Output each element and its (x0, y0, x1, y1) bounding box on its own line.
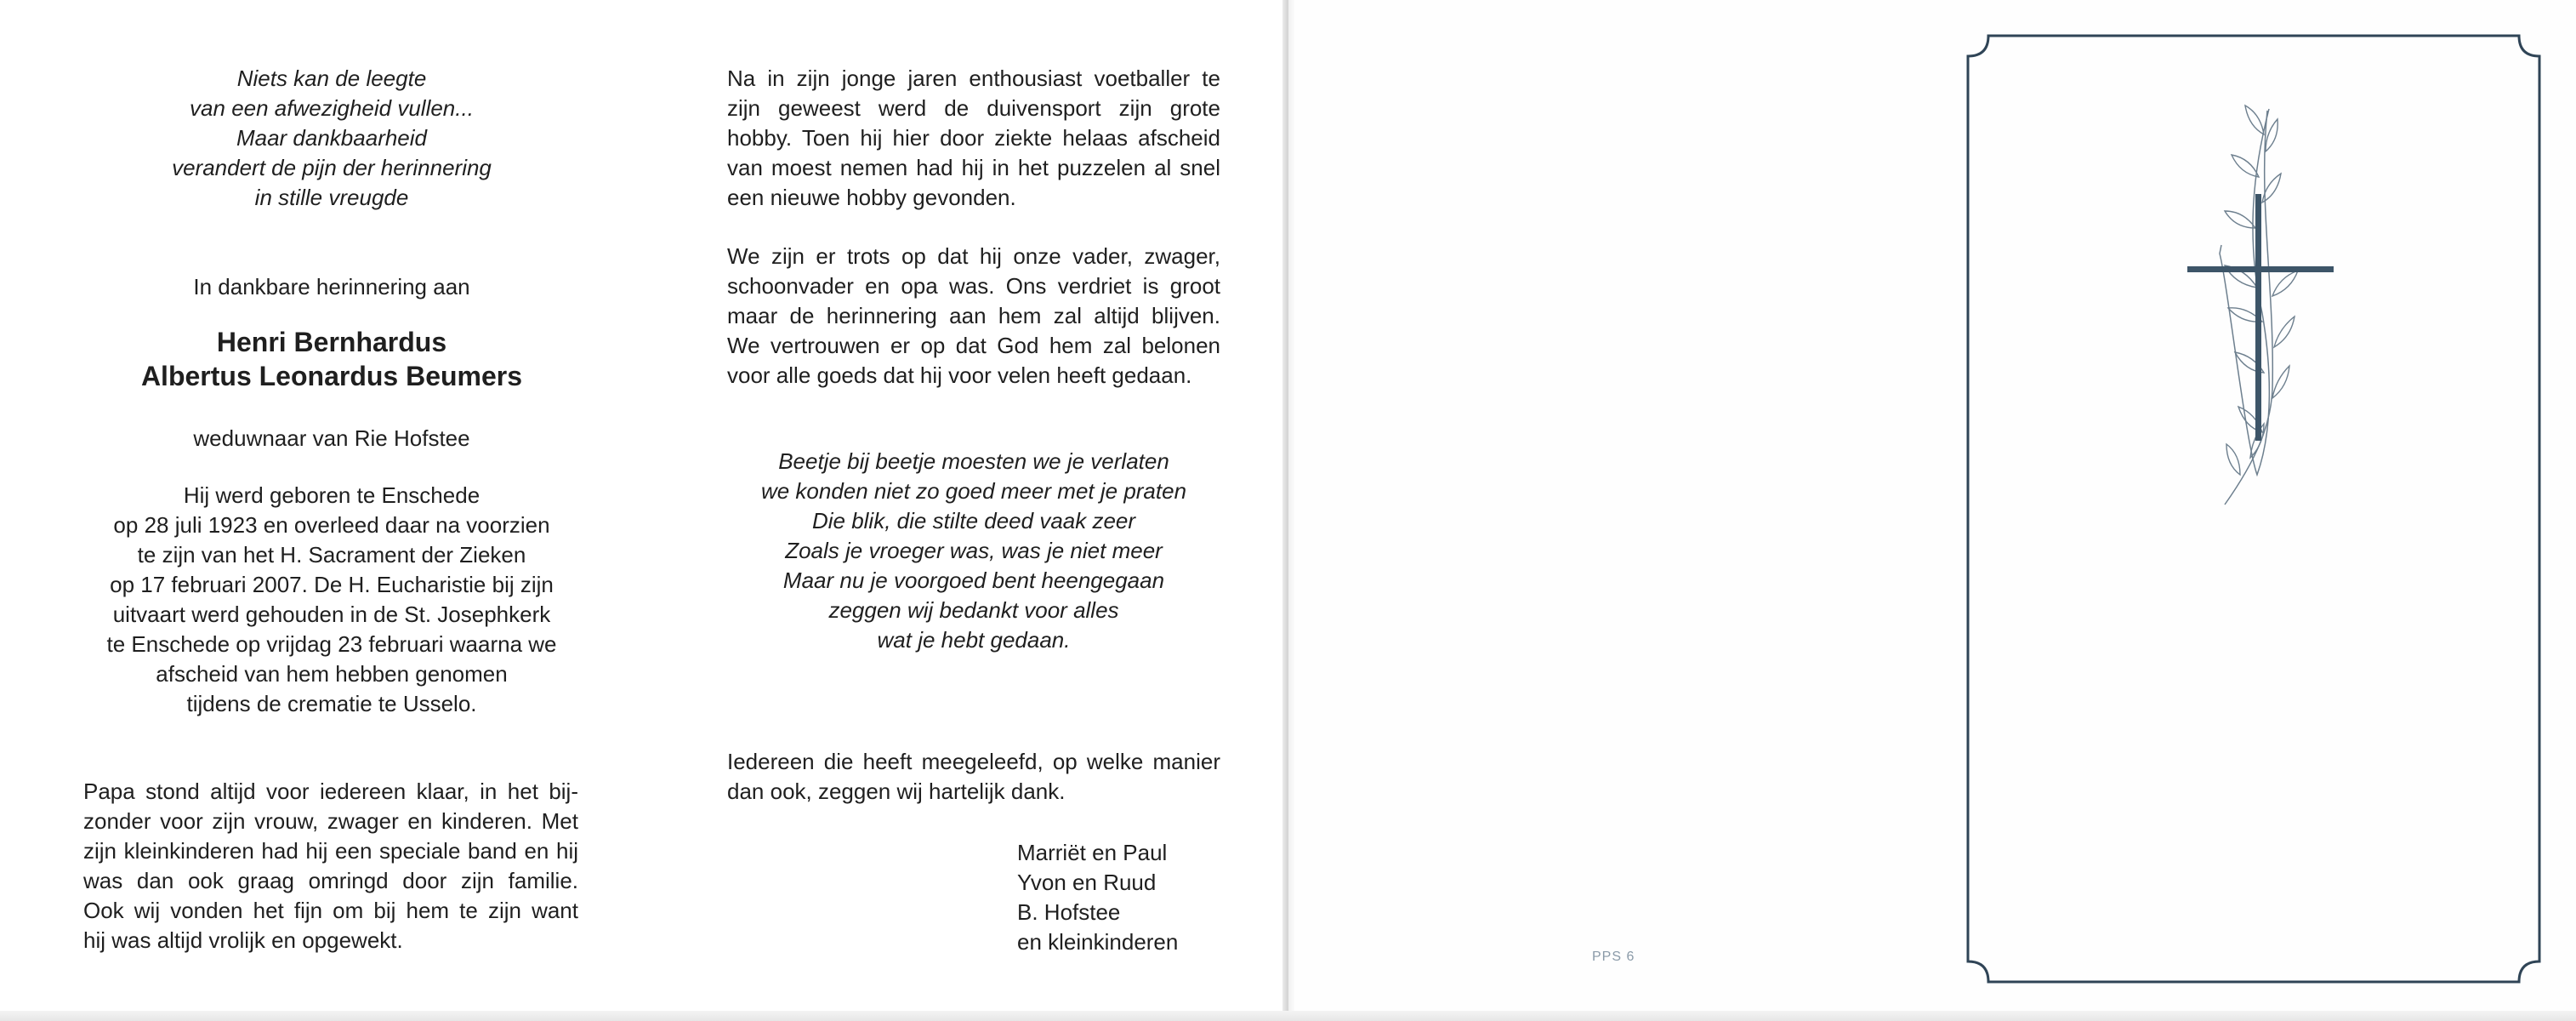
intro-text: In dankbare herinnering aan (193, 274, 470, 299)
paragraph-line: een nieuwe hobby gevonden. (727, 185, 1016, 210)
bio-line: uitvaart werd gehouden in de St. Josephkerk (112, 602, 551, 627)
signer-name: en kleinkinderen (1017, 929, 1179, 955)
bio-line: op 28 juli 1923 en overleed daar na voorzien (113, 512, 550, 538)
cross-with-olive-branch-icon (2187, 106, 2334, 505)
name-line-2: Albertus Leonardus Beumers (140, 361, 523, 391)
paragraph-line: Ook wij vonden het fijn om bij hem te zijn want (83, 898, 578, 923)
paragraph-line: Na in zijn jonge jaren enthousiast voetballer te (727, 66, 1220, 91)
poem-line: in stille vreugde (254, 185, 409, 210)
cover-frame (1965, 32, 2543, 985)
bio-line: te Enschede op vrijdag 23 februari waarna we (106, 631, 557, 657)
paragraph-line: Papa stond altijd voor iedereen klaar, in het bij- (83, 779, 578, 804)
poem-line: Maar dankbaarheid (236, 125, 428, 151)
opening-poem (119, 64, 544, 213)
poem-line: Beetje bij beetje moesten we je verlaten (778, 448, 1169, 474)
poem-line: zeggen wij bedankt voor alles (828, 597, 1119, 623)
bio-line: op 17 februari 2007. De H. Eucharistie bij zijn (110, 572, 554, 597)
closing-poem (727, 447, 1220, 655)
signer-name: Yvon en Ruud (1017, 870, 1157, 895)
widower-text: weduwnaar van Rie Hofstee (193, 425, 470, 451)
poem-line: wat je hebt gedaan. (877, 627, 1071, 653)
paragraph-line: Iedereen die heeft meegeleefd, op welke manier (727, 749, 1220, 774)
signer-name: B. Hofstee (1017, 899, 1121, 925)
football-paragraph (727, 64, 1220, 213)
paragraph-line: voor alle goeds dat hij voor velen heeft gedaan. (727, 362, 1192, 388)
paragraph-line: was dan ook graag omringd door zijn familie. (83, 868, 578, 893)
paragraph-line: We vertrouwen er op dat God hem zal belonen (727, 333, 1220, 358)
poem-line: we konden niet zo goed meer met je praten (760, 478, 1187, 504)
bio-line: afscheid van hem hebben genomen (156, 661, 508, 687)
signer-name: Marriët en Paul (1017, 840, 1168, 865)
paragraph-line: We zijn er trots op dat hij onze vader, zwager, (727, 243, 1220, 269)
name-line-1: Henri Bernhardus (216, 327, 447, 357)
proud-paragraph (727, 242, 1220, 391)
poem-line: van een afwezigheid vullen... (190, 95, 474, 121)
poem-line: Maar nu je voorgoed bent heengegaan (782, 568, 1165, 593)
paragraph-line: zijn kleinkinderen had hij een speciale band en hij (83, 838, 578, 864)
bio-line: Hij werd geboren te Enschede (183, 482, 481, 508)
poem-line: Niets kan de leegte (236, 66, 427, 91)
papa-paragraph (83, 777, 578, 955)
paragraph-line: zijn geweest werd de duivensport zijn grote (727, 95, 1220, 121)
thanks-paragraph (727, 747, 1220, 807)
paragraph-line: hij was altijd vrolijk en opgewekt. (83, 927, 403, 953)
paragraph-line: schoonvader en opa was. Ons verdriet is groot (727, 273, 1220, 299)
bio-line: te zijn van het H. Sacrament der Zieken (137, 542, 526, 568)
paragraph-line: dan ook, zeggen wij hartelijk dank. (727, 779, 1066, 804)
biography (85, 481, 578, 719)
print-code: PPS 6 (1592, 950, 1635, 964)
paragraph-line: van moest nemen had hij in het puzzelen al snel (727, 155, 1220, 180)
paragraph-line: hobby. Toen hij hier door ziekte helaas afscheid (727, 125, 1220, 151)
signers (1017, 838, 1289, 957)
paragraph-line: zonder voor zijn vrouw, zwager en kinderen. Met (83, 808, 578, 834)
scan-bottom-edge (0, 1011, 2576, 1021)
paragraph-line: maar de herinnering aan hem zal altijd blijven. (727, 303, 1220, 328)
bio-line: tijdens de crematie te Usselo. (186, 691, 477, 716)
deceased-name (85, 325, 578, 393)
poem-line: Die blik, die stilte deed vaak zeer (811, 508, 1136, 533)
poem-line: Zoals je vroeger was, was je niet meer (785, 538, 1163, 563)
poem-line: verandert de pijn der herinnering (172, 155, 492, 180)
